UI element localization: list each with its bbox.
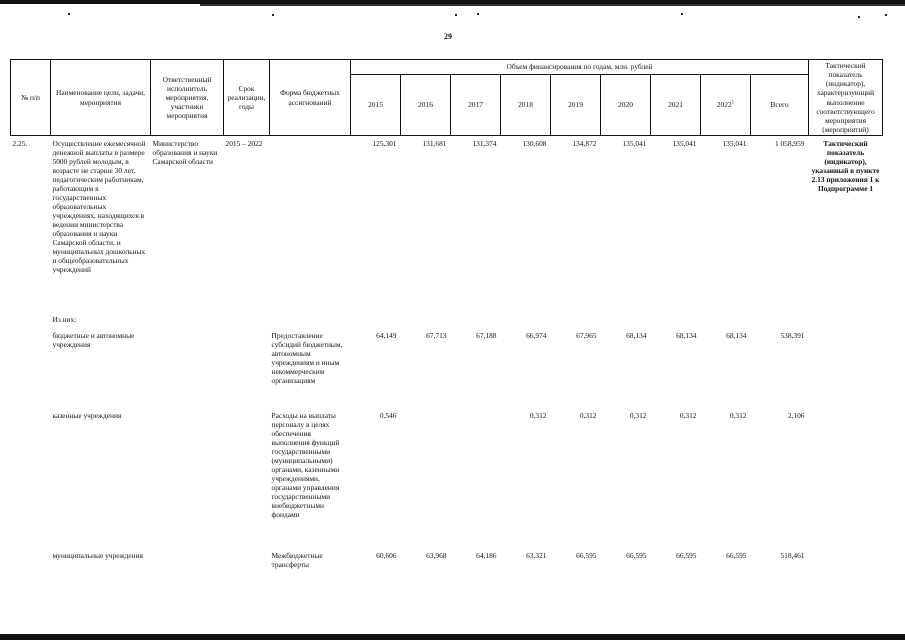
header-form: Форма бюджетных ассигнований: [270, 60, 351, 136]
cell-value: 125,301: [372, 139, 397, 148]
cell-value: 131,681: [422, 139, 447, 148]
cell-value: 68,134: [676, 331, 697, 340]
cell-form: Расходы на выплаты персоналу в целях обеспечения выполнения функций государственными (муниципальными) органами, казенными учреждениями, органами управления государственными внебюджетными фондами: [271, 411, 340, 520]
cell-value: [401, 409, 451, 549]
cell-empty: [11, 549, 51, 581]
cell-value: 130,608: [522, 139, 547, 148]
cell-empty: [224, 329, 270, 409]
cell-value: 0,312: [579, 411, 597, 420]
header-executor: Ответственный исполнитель мероприятия, участники мероприятия: [151, 60, 224, 136]
cell-num: 2.25.: [12, 139, 28, 148]
scan-speck: [477, 13, 479, 15]
cell-empty: [224, 549, 270, 581]
table-header: [11, 60, 883, 136]
scan-speck: [68, 13, 70, 15]
scan-speck: [858, 16, 860, 18]
cell-value: 63,321: [526, 551, 547, 560]
scan-speck: [455, 14, 457, 16]
cell-value: 64,149: [376, 331, 397, 340]
cell-total: 2,106: [787, 411, 805, 420]
cell-empty: [809, 409, 883, 549]
cell-tactical: Тактический показатель (индикатор), указанный в пункте 2.13 приложения 1 к Подпрограмме 1: [811, 139, 880, 194]
table-row: [11, 136, 883, 316]
cell-value: 67,713: [426, 331, 447, 340]
cell-value: 66,595: [626, 551, 647, 560]
table-row: [11, 409, 883, 549]
scan-speck: [885, 14, 887, 16]
cell-total: 518,461: [780, 551, 805, 560]
cell-name: Осуществление ежемесячной денежной выплаты в размере 5000 рублей молодым, в возрасте не старше 30 лет, педагогическим работникам, работающим в государственных образовательных учреждениях, находящихся в ведении министерства образования и науки Самарской области, и муниципальных дошкольных и общеобразовательных учреждений: [52, 139, 146, 275]
cell-empty: [809, 549, 883, 581]
table-row: [11, 329, 883, 409]
scan-speck: [272, 14, 274, 16]
header-year-2020: 2020: [601, 75, 651, 136]
cell-value: 64,186: [476, 551, 497, 560]
cell-value: 0,312: [679, 411, 697, 420]
cell-value: 66,974: [526, 331, 547, 340]
header-year-2018: 2018: [501, 75, 551, 136]
cell-empty: [11, 315, 51, 329]
cell-value: 135,041: [672, 139, 697, 148]
header-year-2016: 2016: [401, 75, 451, 136]
header-year-2022: [701, 75, 751, 136]
cell-value: 68,134: [726, 331, 747, 340]
table-row: [11, 315, 883, 329]
cell-value: [451, 409, 501, 549]
cell-value: 0,312: [629, 411, 647, 420]
cell-empty: [224, 409, 270, 549]
cell-empty: [151, 315, 883, 329]
header-name: Наименование цели, задачи, мероприятия: [51, 60, 151, 136]
cell-value: 0,312: [529, 411, 547, 420]
table-row: [11, 549, 883, 581]
cell-term: 2015 – 2022: [225, 139, 263, 148]
cell-empty: [151, 549, 224, 581]
cell-including-label: Из них:: [52, 315, 77, 324]
scan-border-bottom: [0, 634, 905, 640]
header-num: № п/п: [11, 60, 51, 136]
cell-name: казенные учреждения: [52, 411, 122, 420]
header-year-2022-label: 2022: [716, 100, 732, 110]
table-body: [11, 136, 883, 582]
cell-empty: [11, 409, 51, 549]
cell-value: 68,134: [626, 331, 647, 340]
cell-value: 66,595: [676, 551, 697, 560]
cell-executor: Министерство образования и науки Самарской области: [152, 139, 218, 167]
footnote-marker: 1: [731, 101, 735, 107]
cell-form: Межбюджетные трансферты: [271, 551, 323, 570]
scan-border-top-inner: [200, 4, 905, 6]
cell-total: 1 058,959: [774, 139, 805, 148]
cell-value: 0,312: [729, 411, 747, 420]
page-number: 29: [444, 32, 452, 41]
cell-value: 134,872: [572, 139, 597, 148]
cell-form: Предоставление субсидий бюджетным, автономным учреждениям и иным некоммерческим организациям: [271, 331, 343, 386]
scan-speck: [681, 13, 683, 15]
cell-empty: [151, 329, 224, 409]
header-year-2017: 2017: [451, 75, 501, 136]
header-year-2015: 2015: [351, 75, 401, 136]
cell-empty: [151, 409, 224, 549]
header-term: Срок реализации, годы: [224, 60, 270, 136]
cell-empty: [809, 329, 883, 409]
header-financing: Объем финансирования по годам, млн. рублей: [351, 60, 809, 75]
cell-form: [270, 136, 351, 316]
financing-table: [10, 59, 883, 581]
cell-name: муниципальные учреждения: [52, 551, 143, 560]
cell-value: 0,546: [379, 411, 397, 420]
cell-empty: [11, 329, 51, 409]
cell-value: 131,374: [472, 139, 497, 148]
header-year-2019: 2019: [551, 75, 601, 136]
cell-total: 538,391: [780, 331, 805, 340]
header-tactical: Тактический показатель (индикатор), характеризующий выполнение соответствующего мероприятия (мероприятий): [809, 60, 883, 136]
cell-value: 63,968: [426, 551, 447, 560]
cell-name: бюджетные и автономные учреждения: [52, 331, 135, 350]
cell-value: 66,595: [576, 551, 597, 560]
cell-value: 135,041: [622, 139, 647, 148]
header-total: Всего: [751, 75, 809, 136]
cell-value: 66,595: [726, 551, 747, 560]
cell-value: 60,606: [376, 551, 397, 560]
cell-value: 135,041: [722, 139, 747, 148]
cell-value: 67,188: [476, 331, 497, 340]
header-year-2021: 2021: [651, 75, 701, 136]
cell-value: 67,965: [576, 331, 597, 340]
